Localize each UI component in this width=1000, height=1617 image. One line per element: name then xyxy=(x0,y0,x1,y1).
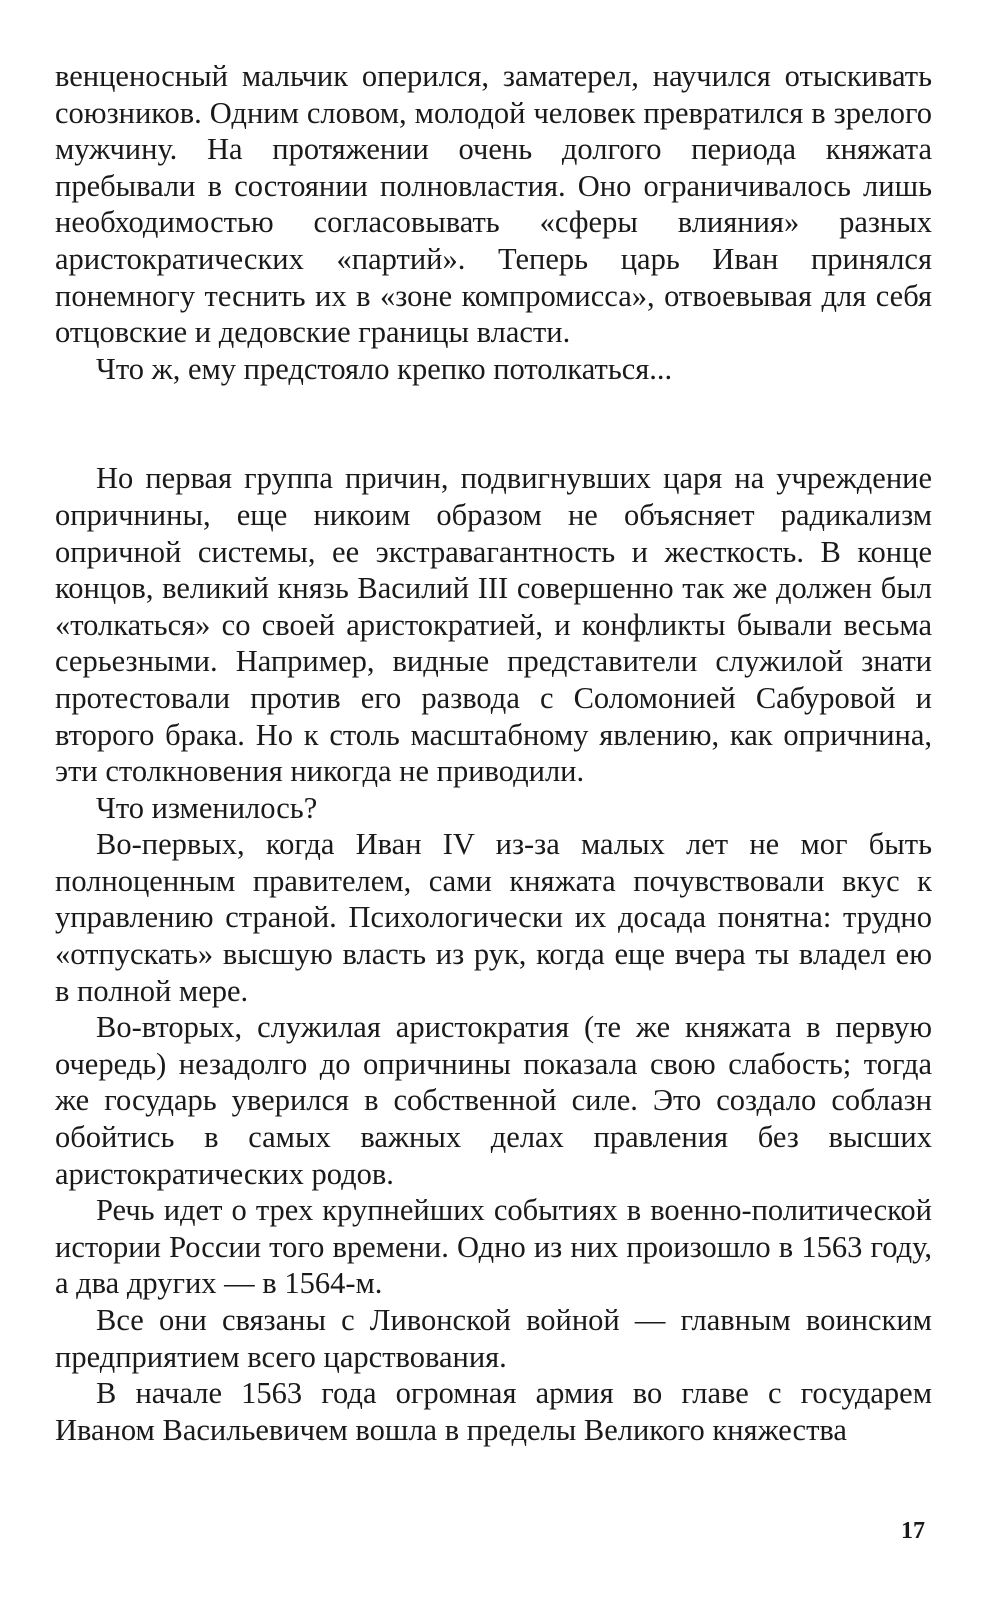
top-text-block xyxy=(55,58,932,387)
page-number: 17 xyxy=(901,1518,925,1544)
paragraph: Что ж, ему предстояло крепко потолкаться... xyxy=(96,351,673,386)
main-text-block xyxy=(55,460,932,1448)
paragraph: Во-вторых, служилая аристократия (те же княжата в первую очередь) незадолго до опричнины показала свою слабость; тогда же государь уверился в собственной силе. Это создало соблазн обойтись в самых важных делах правления без высших аристократических родов. xyxy=(55,1010,932,1191)
section-break xyxy=(55,387,932,460)
paragraph: Речь идет о трех крупнейших событиях в военно-политической истории России того времени. Одно из них произошло в 1563 году, а два других — в 1564-м. xyxy=(55,1193,932,1301)
page-body xyxy=(55,58,932,1448)
paragraph: Но первая группа причин, подвигнувших царя на учреждение опричнины, еще никоим образом не объясняет радикализм опричной системы, ее экстравагантность и жесткость. В конце концов, великий князь Василий III совершенно так же должен был «толкаться» со своей аристократией, и конфликты бывали весьма серьезными. Например, видные представители служилой знати протестовали против его развода с Соломонией Сабуровой и второго брака. Но к столь масштабному явлению, как опричнина, эти столкновения никогда не приводили. xyxy=(55,461,932,789)
paragraph: Все они связаны с Ливонской войной — главным воинским предприятием всего царствования. xyxy=(55,1303,932,1374)
paragraph: Во-первых, когда Иван IV из-за малых лет не мог быть полноценным правителем, сами княжата почувствовали вкус к управлению страной. Психологически их досада понятна: трудно «отпускать» высшую власть из рук, когда еще вчера ты владел ею в полной мере. xyxy=(55,827,932,1008)
paragraph: Что изменилось? xyxy=(96,790,318,825)
paragraph-continued: венценосный мальчик оперился, заматерел, научился отыскивать союзников. Одним словом, молодой человек превратился в зрелого мужчину. На протяжении очень долгого периода княжата пребывали в состоянии полновластия. Оно ограничивалось лишь необходимостью согласовывать «сферы влияния» разных аристократических «партий». Теперь царь Иван принялся понемногу теснить их в «зоне компромисса», отвоевывая для себя отцовские и дедовские границы власти. xyxy=(55,59,932,350)
paragraph: В начале 1563 года огромная армия во главе с государем Иваном Васильевичем вошла в пределы Великого княжества xyxy=(55,1376,932,1447)
